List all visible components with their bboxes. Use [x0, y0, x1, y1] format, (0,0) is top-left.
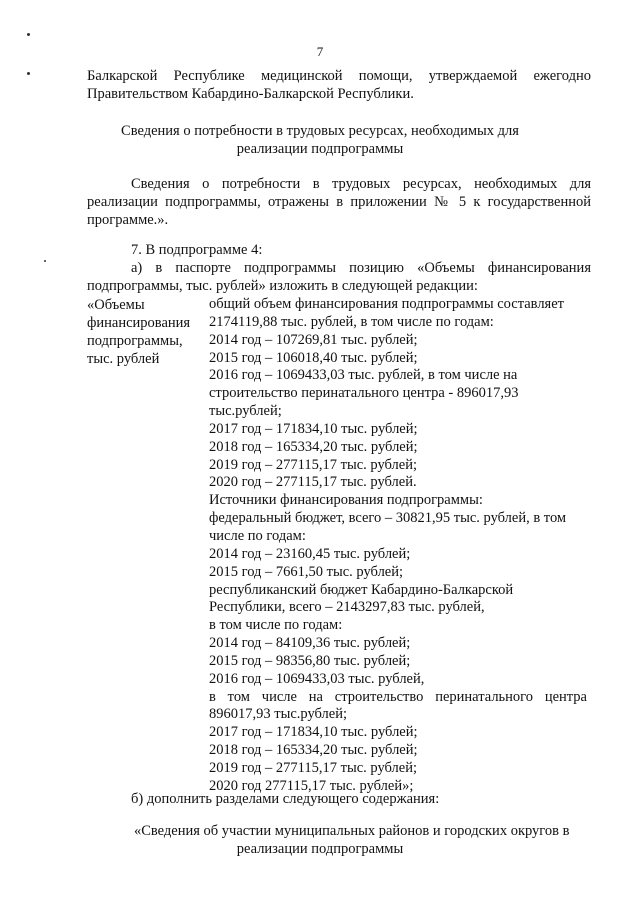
page-number: 7	[316, 44, 324, 59]
value-line: 896017,93 тыс.рублей;	[209, 706, 347, 723]
value-line: числе по годам:	[209, 527, 306, 544]
value-line: Республики, всего – 2143297,83 тыс. рублей,	[209, 599, 485, 616]
value-line: 2019 год – 277115,17 тыс. рублей;	[209, 456, 417, 473]
item-b-text: б) дополнить разделами следующего содержания:	[131, 791, 440, 807]
value-line: 2015 год – 106018,40 тыс. рублей;	[209, 349, 418, 366]
value-line: федеральный бюджет, всего – 30821,95 тыс. рублей, в том	[209, 510, 567, 527]
item-7-title: 7. В подпрограмме 4:	[131, 242, 263, 258]
section-heading-2-line-1: «Сведения об участии муниципальных районов и городских округов в	[134, 823, 570, 839]
section-heading-1-line-1: Сведения о потребности в трудовых ресурсах, необходимых для	[121, 123, 519, 139]
paragraph-1-line-1: Сведения о потребности в трудовых ресурсах, необходимых для	[131, 176, 591, 192]
value-line: 2016 год – 1069433,03 тыс. рублей,	[209, 670, 425, 687]
passport-label-column	[87, 296, 190, 368]
intro-line-2: Правительством Кабардино-Балкарской Республики.	[87, 86, 414, 102]
value-line: тыс.рублей;	[209, 403, 282, 420]
item-7a-line-1: а) в паспорте подпрограммы позицию «Объемы финансирования	[131, 260, 591, 276]
value-line: 2020 год – 277115,17 тыс. рублей.	[209, 474, 417, 491]
value-line: в том числе по годам:	[209, 617, 343, 634]
passport-label-line: «Объемы	[87, 297, 145, 313]
section-heading-1-line-2: реализации подпрограммы	[236, 141, 404, 157]
value-line: Источники финансирования подпрограммы:	[209, 492, 483, 509]
value-line: общий объем финансирования подпрограммы составляет	[209, 296, 564, 312]
value-line: 2016 год – 1069433,03 тыс. рублей, в том числе на	[209, 367, 518, 384]
passport-label-line: подпрограммы,	[87, 333, 183, 349]
value-line: 2018 год – 165334,20 тыс. рублей;	[209, 742, 418, 759]
scan-speck	[27, 33, 30, 36]
item-7a-line-2: подпрограммы, тыс. рублей» изложить в следующей редакции:	[87, 278, 478, 294]
value-line: 2017 год – 171834,10 тыс. рублей;	[209, 420, 418, 437]
intro-line-1: Балкарской Республике медицинской помощи, утверждаемой ежегодно	[87, 68, 591, 84]
value-line: 2017 год – 171834,10 тыс. рублей;	[209, 724, 418, 741]
scan-speck	[27, 72, 30, 75]
value-line: 2018 год – 165334,20 тыс. рублей;	[209, 438, 418, 455]
passport-label-line: тыс. рублей	[87, 351, 160, 367]
passport-value-column	[209, 296, 587, 796]
value-line: 2014 год – 23160,45 тыс. рублей;	[209, 545, 411, 562]
scan-speck	[44, 260, 46, 262]
value-line: 2174119,88 тыс. рублей, в том числе по годам:	[209, 313, 494, 330]
value-line: 2019 год – 277115,17 тыс. рублей;	[209, 759, 417, 776]
value-line: 2014 год – 107269,81 тыс. рублей;	[209, 331, 418, 348]
value-line: 2020 год 277115,17 тыс. рублей»;	[209, 777, 414, 794]
value-line: республиканский бюджет Кабардино-Балкарской	[209, 581, 514, 598]
value-line: строительство перинатального центра - 896017,93	[209, 385, 519, 402]
value-line: 2015 год – 98356,80 тыс. рублей;	[209, 652, 411, 669]
value-line: 2015 год – 7661,50 тыс. рублей;	[209, 563, 404, 580]
passport-label-line: финансирования	[87, 315, 191, 331]
value-line: в том числе на строительство перинатального центра	[209, 688, 587, 705]
paragraph-1-line-3: программе.».	[87, 212, 169, 228]
value-line: 2014 год – 84109,36 тыс. рублей;	[209, 635, 411, 652]
paragraph-1-line-2: реализации подпрограммы, отражены в приложении № 5 к государственной	[87, 194, 591, 210]
section-heading-2-line-2: реализации подпрограммы	[236, 841, 404, 857]
